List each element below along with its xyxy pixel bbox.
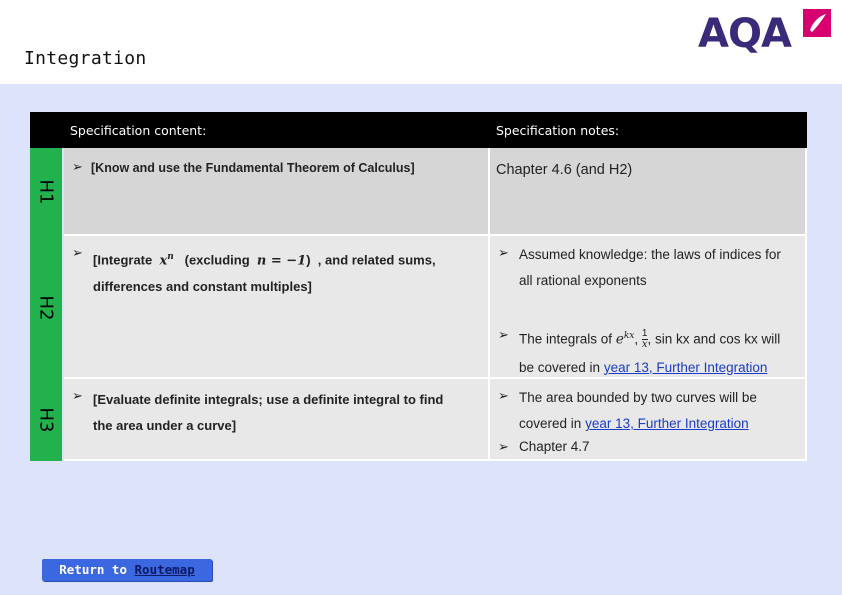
aqa-logo-mark-icon [802, 8, 832, 38]
content-cell-h2 [64, 236, 490, 379]
bullet-arrow-icon: ➢ [72, 389, 83, 404]
aqa-logo [698, 8, 834, 56]
notes-text-h1: Chapter 4.6 (and H2) [496, 162, 633, 178]
header-specification-content: Specification content: [70, 123, 207, 138]
link-year13-further-integration[interactable]: year 13, Further Integration [585, 416, 749, 431]
bullet-arrow-icon: ➢ [498, 440, 509, 455]
page-header [0, 0, 842, 84]
page-title: Integration [24, 48, 147, 69]
row-code-h1: H1 [30, 148, 62, 236]
routemap-link[interactable]: Routemap [134, 562, 195, 577]
bullet-arrow-icon: ➢ [498, 389, 509, 404]
header-specification-notes: Specification notes: [496, 123, 620, 138]
bullet-arrow-icon: ➢ [498, 328, 509, 343]
notes-cell-h3 [490, 379, 807, 461]
table-header [30, 112, 807, 148]
notes-bullet2-h2: The integrals of $e^{kx}$, $\frac{1}{x}$ , sin kx and cos kx will be covered in year 13, Further Integration [519, 328, 781, 375]
content-text-h3: [Evaluate definite integrals; use a definite integral to find the area under a curve] [93, 392, 444, 433]
notes-bullet1-h3: The area bounded by two curves will be covered in year 13, Further Integration [519, 390, 757, 431]
content-text-h2: [Integrate $x^n$ (excluding n = −1) , and related sums, differences and constant multiples] [93, 252, 436, 295]
aqa-logo-text: AQA [698, 11, 791, 57]
return-to-routemap-button[interactable]: Return to Routemap [42, 559, 212, 581]
notes-bullet1-h2: Assumed knowledge: the laws of indices for all rational exponents [519, 247, 781, 288]
content-cell-h1 [64, 148, 490, 236]
bullet-arrow-icon: ➢ [498, 246, 509, 261]
notes-cell-h1 [490, 148, 807, 236]
table-row-h3 [30, 379, 807, 461]
content-text-h1: [Know and use the Fundamental Theorem of Calculus] [91, 161, 415, 175]
bullet-arrow-icon: ➢ [72, 246, 83, 261]
table-row-h1 [30, 148, 807, 236]
link-year13-further-integration[interactable]: year 13, Further Integration [603, 359, 768, 375]
table-row-h2 [30, 236, 807, 379]
bullet-arrow-icon: ➢ [72, 160, 83, 175]
notes-cell-h2 [490, 236, 807, 379]
content-cell-h3 [64, 379, 490, 461]
row-code-h2: H2 [30, 236, 62, 379]
notes-bullet2-h3: Chapter 4.7 [519, 439, 590, 454]
row-code-h3: H3 [30, 379, 62, 461]
